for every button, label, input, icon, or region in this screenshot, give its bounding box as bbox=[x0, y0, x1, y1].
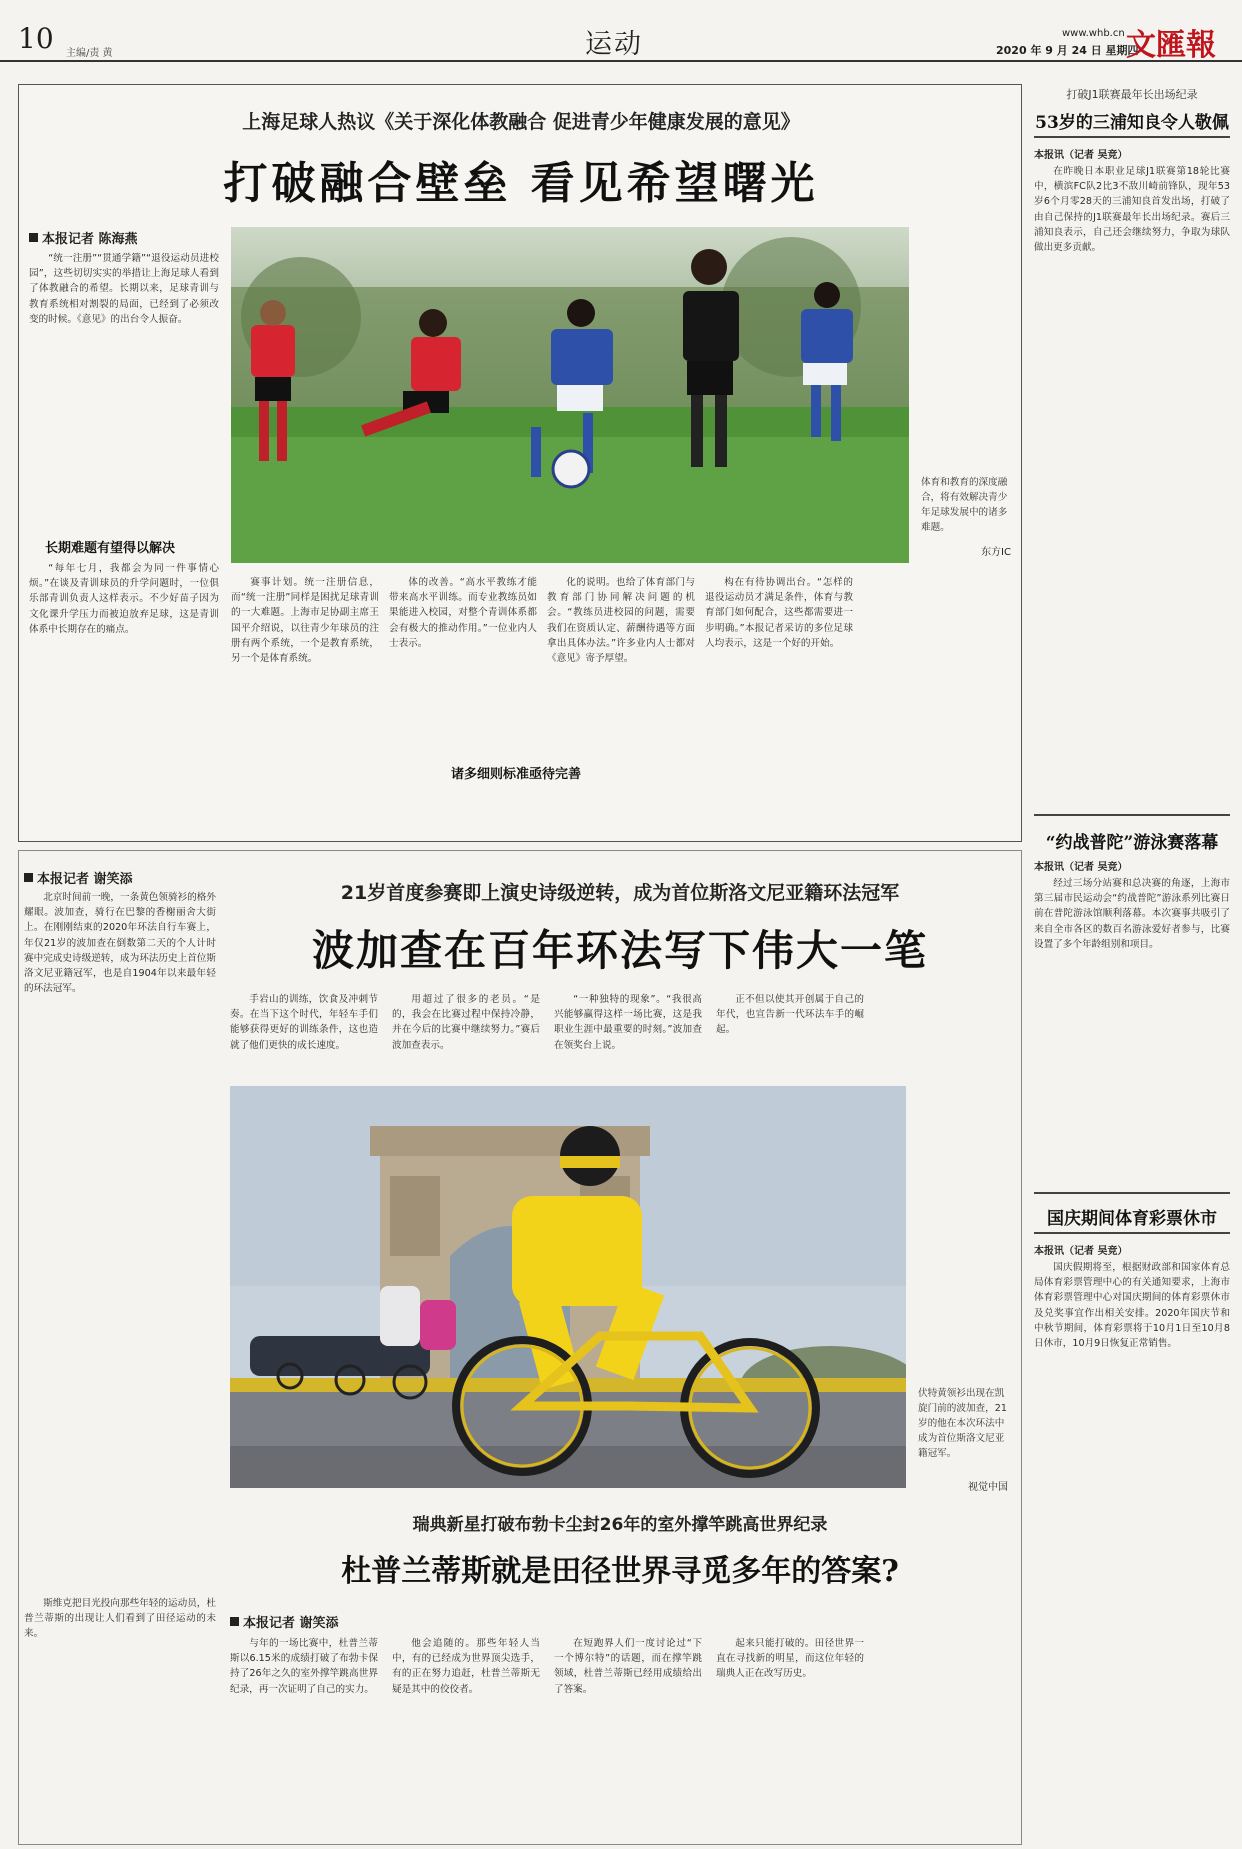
story1-col1b-text: “每年七月，我都会为同一件事情心烦。”在谈及青训球员的升学问题时，一位俱乐部青训负责人这样表示。不少好苗子因为文化课升学压力而被迫放弃足球，这是青训体系中长期存在的痛点。 bbox=[29, 563, 219, 635]
story2-kicker: 21岁首度参赛即上演史诗级逆转，成为首位斯洛文尼亚籍环法冠军 bbox=[340, 882, 900, 904]
story2-body-a: 手岩山的训练，饮食及冲刺节奏。在当下这个时代，年轻车手们能够获得更好的训练条件，这也造就了他们更快的成长速度。 bbox=[230, 994, 378, 1051]
story2-col1-text: 北京时间前一晚，一条黄色领骑衫的格外耀眼。波加查，骑行在巴黎的香榭丽舍大街上。在刚刚结束的2020年环法自行车赛上，年仅21岁的波加查在倒数第二天的个人计时赛中完成史诗级逆转，成为环法历史上首位斯洛文尼亚籍冠军，也是自1904年以来最年轻的环法冠军。 bbox=[24, 892, 216, 995]
byline-marker-icon bbox=[24, 873, 33, 882]
rc-item1-byline: 本报讯（记者 吴竞） bbox=[1034, 150, 1128, 161]
story3-body-b: 他会追随的。那些年轻人当中，有的已经成为世界顶尖选手，有的正在努力追赶，杜普兰蒂斯无疑是其中的佼佼者。 bbox=[392, 1638, 540, 1695]
story1-col1-text: “统一注册”“贯通学籍”“退役运动员进校园”，这些切切实实的举措让上海足球人看到了体教融合的希望。长期以来，足球青训与教育系统相对割裂的局面，已经到了必须改变的时候。《意见》的出台令人振奋。 bbox=[29, 253, 219, 325]
story3-byline: 本报记者 谢笑添 bbox=[230, 1612, 339, 1631]
football-photo-credit: 东方IC bbox=[981, 547, 1011, 558]
page-number: 10 bbox=[18, 22, 54, 55]
story2-body-b: 用超过了很多的老员。“是的，我会在比赛过程中保持冷静，并在今后的比赛中继续努力。”赛后波加查表示。 bbox=[392, 994, 540, 1051]
story1-headline[interactable]: 打破融合壁垒 看见希望曙光 bbox=[223, 158, 819, 209]
story2-body-c: “一种独特的现象”。“我很高兴能够赢得这样一场比赛，这是我职业生涯中最重要的时刻。”波加查在领奖台上说。 bbox=[554, 994, 702, 1051]
story1-subhead1: 长期难题有望得以解决 bbox=[45, 541, 176, 556]
story2-headline[interactable]: 波加查在百年环法写下伟大一笔 bbox=[311, 926, 928, 975]
cycling-photo-caption: 伏特黄领衫出现在凯旋门前的波加查，21岁的他在本次环法中成为首位斯洛文尼亚籍冠军。 bbox=[918, 1388, 1007, 1459]
story1-subhead2: 诸多细则标准亟待完善 bbox=[451, 767, 582, 782]
story3-body-a: 与年的一场比赛中，杜普兰蒂斯以6.15米的成绩打破了布勃卡保持了26年之久的室外撑竿跳高世界纪录，再一次证明了自己的实力。 bbox=[230, 1638, 378, 1695]
rc-item1-kicker: 打破J1联赛最年长出场纪录 bbox=[1066, 88, 1198, 101]
rc-item3-title[interactable]: 国庆期间体育彩票休市 bbox=[1047, 1209, 1217, 1229]
rc-divider bbox=[1034, 814, 1230, 816]
right-column bbox=[1034, 84, 1230, 1844]
cycling-photo-credit: 视觉中国 bbox=[968, 1482, 1008, 1493]
story1-body-a: 赛事计划。统一注册信息，而“统一注册”同样是困扰足球青训的一大难题。上海市足协副主席王国平介绍说，以往青少年球员的注册有两个系统，一个是教育系统，另一个是体育系统。 bbox=[231, 577, 379, 665]
rc-item1-title[interactable]: 53岁的三浦知良令人敬佩 bbox=[1035, 113, 1229, 133]
rc-item1-text: 在昨晚日本职业足球J1联赛第18轮比赛中，横滨FC队2比3不敌川崎前锋队，现年53岁6个月零28天的三浦知良首发出场，打破了由自己保持的J1联赛最年长出场纪录。赛后三浦知良表示，自己还会继续努力，争取为球队做出更多贡献。 bbox=[1034, 166, 1230, 254]
story-football bbox=[18, 84, 1022, 842]
story1-kicker: 上海足球人热议《关于深化体教融合 促进青少年健康发展的意见》 bbox=[242, 111, 800, 133]
story1-byline: 本报记者 陈海燕 bbox=[29, 228, 138, 247]
masthead bbox=[0, 0, 1242, 62]
story3-body-c: 在短跑界人们一度讨论过“下一个博尔特”的话题，而在撑竿跳领域，杜普兰蒂斯已经用成绩给出了答案。 bbox=[554, 1638, 702, 1695]
football-photo bbox=[231, 227, 909, 563]
edition-label: 主编/责 黄 bbox=[66, 48, 113, 59]
newspaper-logo: 文匯報 bbox=[1126, 28, 1216, 63]
story2-byline: 本报记者 谢笑添 bbox=[24, 868, 133, 887]
story3-headline[interactable]: 杜普兰蒂斯就是田径世界寻觅多年的答案? bbox=[341, 1554, 899, 1589]
rc-item2-title[interactable]: “约战普陀”游泳赛落幕 bbox=[1045, 833, 1219, 853]
rc-divider bbox=[1034, 1232, 1230, 1234]
story2-body-d: 正不但以使其开创属于自己的年代，也宣告新一代环法车手的崛起。 bbox=[716, 994, 864, 1036]
cycling-photo bbox=[230, 1086, 906, 1488]
rc-item2-byline: 本报讯（记者 吴竞） bbox=[1034, 862, 1128, 873]
story3-col1-text: 斯维克把目光投向那些年轻的运动员，杜普兰蒂斯的出现让人们看到了田径运动的未来。 bbox=[24, 1598, 216, 1640]
story1-body-b: 体的改善。“高水平教练才能带来高水平训练。而专业教练员如果能进入校园，对整个青训体系都会有极大的推动作用。”一位业内人士表示。 bbox=[389, 577, 537, 649]
rc-divider bbox=[1034, 136, 1230, 138]
rc-item3-byline: 本报讯（记者 吴竞） bbox=[1034, 1246, 1128, 1257]
rc-divider bbox=[1034, 1192, 1230, 1194]
story3-kicker: 瑞典新星打破布勃卡尘封26年的室外撑竿跳高世界纪录 bbox=[412, 1515, 828, 1535]
issue-date: 2020 年 9 月 24 日 星期四 bbox=[996, 44, 1139, 57]
football-photo-caption: 体育和教育的深度融合，将有效解决青少年足球发展中的诸多难题。 bbox=[921, 477, 1008, 533]
site-url[interactable]: www.whb.cn bbox=[1062, 28, 1125, 39]
story1-body-d: 构在有待协调出台。“怎样的退役运动员才满足条件，体育与教育部门如何配合，这些都需要进一步明确。”本报记者采访的多位足球人均表示，这是一个好的开始。 bbox=[705, 577, 853, 649]
story3-body-d: 起来只能打破的。田径世界一直在寻找新的明星，而这位年轻的瑞典人正在改写历史。 bbox=[716, 1638, 864, 1680]
rc-item3-text: 国庆假期将至，根据财政部和国家体育总局体育彩票管理中心的有关通知要求，上海市体育彩票管理中心对国庆期间的体育彩票休市及兑奖事宜作出相关安排。2020年国庆节和中秋节期间，体育彩票将于10月1日至10月8日休市，10月9日恢复正常销售。 bbox=[1034, 1262, 1230, 1350]
rc-item2-text: 经过三场分站赛和总决赛的角逐，上海市第三届市民运动会“约战普陀”游泳系列比赛日前在普陀游泳馆顺利落幕。本次赛事共吸引了来自全市各区的数百名游泳爱好者参与，比赛设置了多个年龄组别和项目。 bbox=[1034, 878, 1230, 950]
story1-body-c: 化的说明。也给了体育部门与教育部门协同解决问题的机会。“教练员进校园的问题，需要我们在资质认定、薪酬待遇等方面拿出具体办法。”许多业内人士都对《意见》寄予厚望。 bbox=[547, 577, 695, 665]
byline-marker-icon bbox=[230, 1617, 239, 1626]
section-title: 运动 bbox=[585, 29, 643, 60]
byline-marker-icon bbox=[29, 233, 38, 242]
